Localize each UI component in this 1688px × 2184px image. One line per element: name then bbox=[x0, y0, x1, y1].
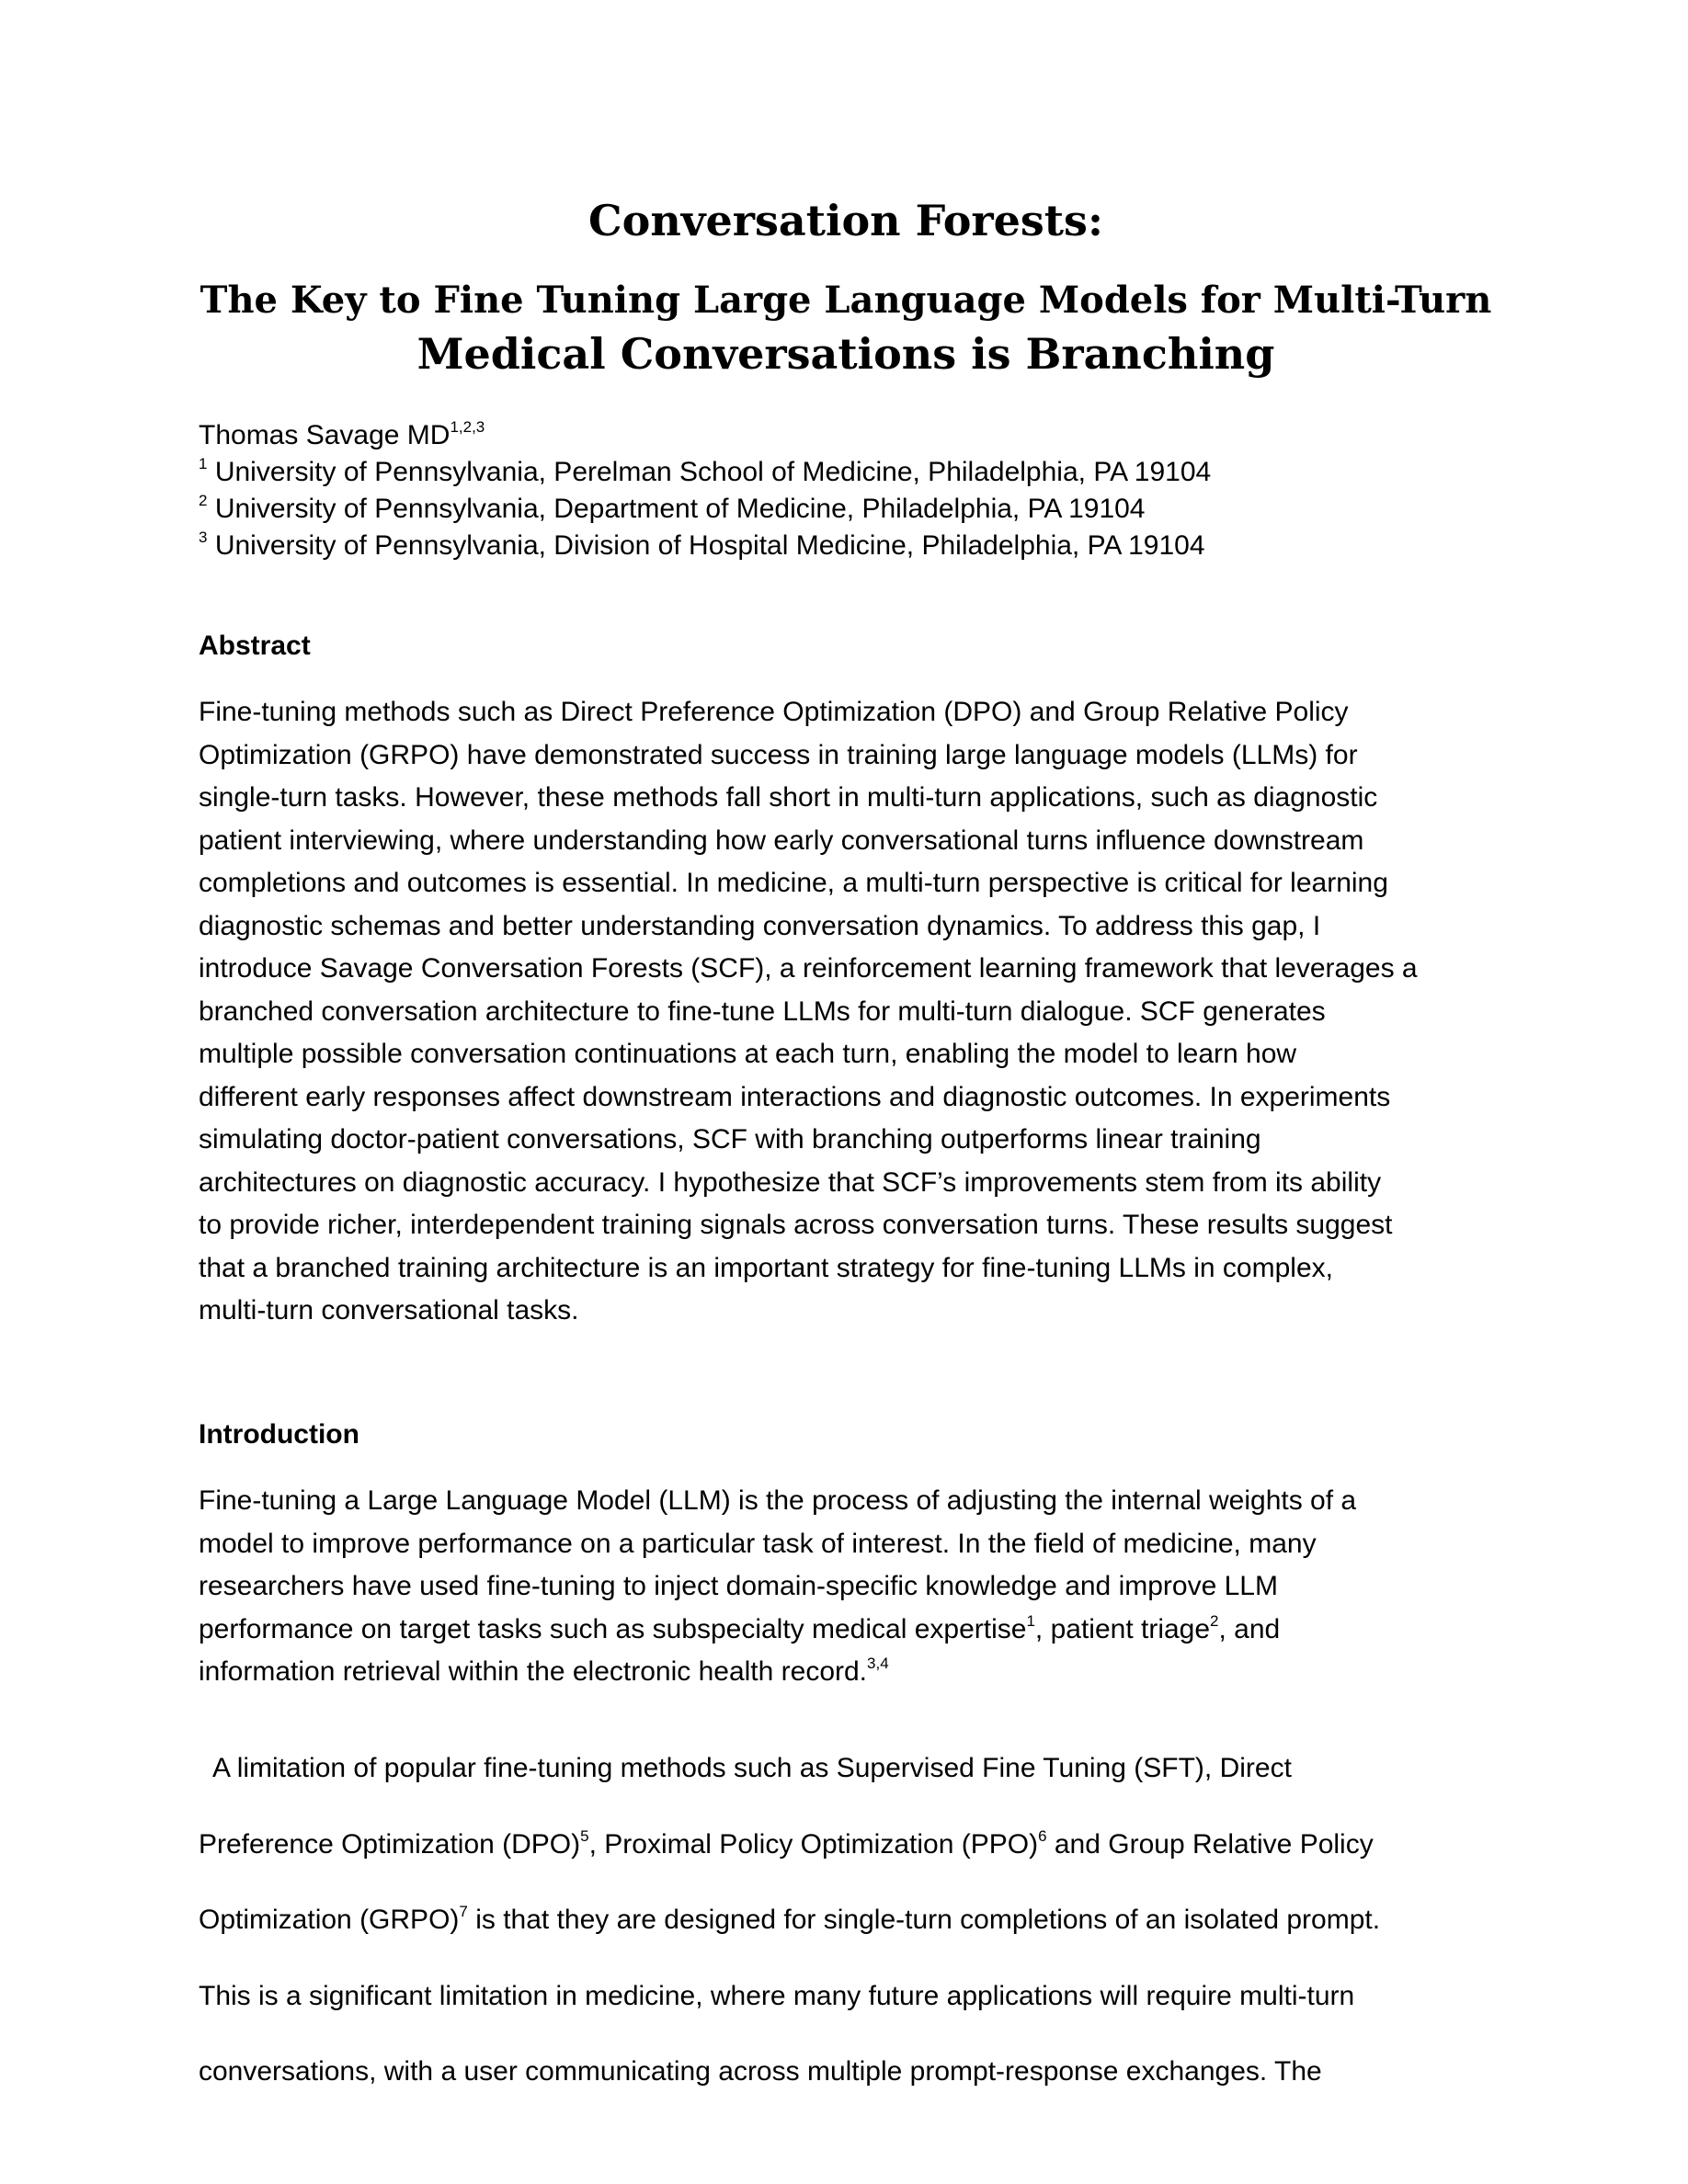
title-line-3: Medical Conversations is Branching bbox=[416, 329, 1275, 379]
intro-text: Preference Optimization (DPO) bbox=[199, 1828, 581, 1860]
affiliation-1 bbox=[199, 454, 1493, 491]
affiliation-text: University of Pennsylvania, Department of Medicine, Philadelphia, PA 19104 bbox=[214, 494, 1146, 524]
abstract-heading-block bbox=[199, 628, 1493, 665]
abstract-line: different early responses affect downstream interactions and diagnostic outcomes. In experiments bbox=[199, 1081, 1391, 1112]
introduction-paragraph-1 bbox=[199, 1480, 1493, 1694]
affiliation-number: 3 bbox=[199, 529, 208, 546]
affiliation-number: 1 bbox=[199, 455, 208, 472]
intro-line: conversations, with a user communicating across multiple prompt-response exchanges. The bbox=[199, 2056, 1322, 2087]
intro-line: A limitation of popular fine-tuning methods such as Supervised Fine Tuning (SFT), Direct bbox=[199, 1753, 1292, 1783]
abstract-line: that a branched training architecture is an important strategy for fine-tuning LLMs in complex, bbox=[199, 1252, 1333, 1283]
intro-text: and Group Relative Policy bbox=[1046, 1828, 1374, 1860]
intro-line: researchers have used fine-tuning to inject domain-specific knowledge and improve LLM bbox=[199, 1571, 1278, 1601]
citation-superscript: 5 bbox=[580, 1826, 589, 1845]
intro-text: Optimization (GRPO) bbox=[199, 1905, 460, 1935]
affiliation-3 bbox=[199, 528, 1493, 564]
abstract-line: completions and outcomes is essential. In medicine, a multi-turn perspective is critical for learning bbox=[199, 868, 1388, 898]
citation-superscript: 3,4 bbox=[867, 1655, 889, 1672]
intro-line: Fine-tuning a Large Language Model (LLM) is the process of adjusting the internal weights of a bbox=[199, 1485, 1357, 1516]
subtitle-block bbox=[199, 274, 1493, 381]
abstract-line: to provide richer, interdependent training signals across conversation turns. These results suggest bbox=[199, 1210, 1393, 1240]
abstract-line: multi-turn conversational tasks. bbox=[199, 1295, 579, 1325]
citation-superscript: 2 bbox=[1210, 1611, 1219, 1630]
author-superscript: 1,2,3 bbox=[450, 418, 485, 436]
intro-text: , patient triage bbox=[1034, 1613, 1211, 1644]
affiliation-number: 2 bbox=[199, 492, 208, 509]
introduction-paragraph-2 bbox=[199, 1714, 1493, 2127]
abstract-line: introduce Savage Conversation Forests (SCF), a reinforcement learning framework that leverages a bbox=[199, 953, 1418, 984]
introduction-heading: Introduction bbox=[199, 1419, 359, 1450]
intro-text: , and bbox=[1218, 1613, 1281, 1644]
abstract-line: single-turn tasks. However, these methods fall short in multi-turn applications, such as diagnostic bbox=[199, 782, 1378, 813]
abstract-line: Optimization (GRPO) have demonstrated success in training large language models (LLMs) for bbox=[199, 739, 1358, 770]
intro-line bbox=[199, 1651, 1493, 1694]
intro-line: This is a significant limitation in medicine, where many future applications will require multi-turn bbox=[199, 1980, 1355, 2011]
intro-line bbox=[199, 1609, 1493, 1652]
affiliation-text: University of Pennsylvania, Perelman School of Medicine, Philadelphia, PA 19104 bbox=[214, 457, 1212, 487]
intro-text: is that they are designed for single-turn completions of an isolated prompt. bbox=[467, 1905, 1381, 1935]
abstract-line: multiple possible conversation continuations at each turn, enabling the model to learn how bbox=[199, 1039, 1297, 1069]
title-line-1: Conversation Forests: bbox=[588, 196, 1103, 245]
intro-line bbox=[199, 1899, 1493, 1942]
intro-line bbox=[199, 1824, 1493, 1867]
author-name-text: Thomas Savage MD bbox=[199, 420, 451, 450]
affiliation-text: University of Pennsylvania, Division of Hospital Medicine, Philadelphia, PA 19104 bbox=[214, 530, 1205, 561]
intro-text: , Proximal Policy Optimization (PPO) bbox=[588, 1828, 1039, 1860]
abstract-line: simulating doctor-patient conversations, SCF with branching outperforms linear training bbox=[199, 1124, 1261, 1155]
citation-superscript: 1 bbox=[1026, 1611, 1035, 1630]
abstract-line: architectures on diagnostic accuracy. I hypothesize that SCF’s improvements stem from its ability bbox=[199, 1166, 1382, 1198]
abstract-line: Fine-tuning methods such as Direct Preference Optimization (DPO) and Group Relative Policy bbox=[199, 697, 1349, 727]
introduction-heading-block bbox=[199, 1416, 1493, 1453]
abstract-line: patient interviewing, where understanding how early conversational turns influence downstream bbox=[199, 825, 1364, 856]
author-name bbox=[199, 417, 1493, 454]
author-block bbox=[199, 417, 1493, 564]
title-line-2: The Key to Fine Tuning Large Language Models for Multi-Turn bbox=[200, 279, 1492, 322]
abstract-body bbox=[199, 691, 1493, 1333]
abstract-line: branched conversation architecture to fine-tune LLMs for multi-turn dialogue. SCF generates bbox=[199, 995, 1326, 1027]
citation-superscript: 6 bbox=[1038, 1826, 1047, 1845]
intro-text: performance on target tasks such as subspecialty medical expertise bbox=[199, 1613, 1027, 1644]
abstract-line: diagnostic schemas and better understanding conversation dynamics. To address this gap, I bbox=[199, 910, 1321, 941]
intro-line: model to improve performance on a particular task of interest. In the field of medicine, many bbox=[199, 1528, 1317, 1559]
affiliation-2 bbox=[199, 491, 1493, 528]
abstract-heading: Abstract bbox=[199, 631, 311, 661]
title-block bbox=[199, 194, 1493, 247]
citation-superscript: 7 bbox=[459, 1903, 468, 1920]
intro-text: information retrieval within the electronic health record. bbox=[199, 1656, 868, 1687]
